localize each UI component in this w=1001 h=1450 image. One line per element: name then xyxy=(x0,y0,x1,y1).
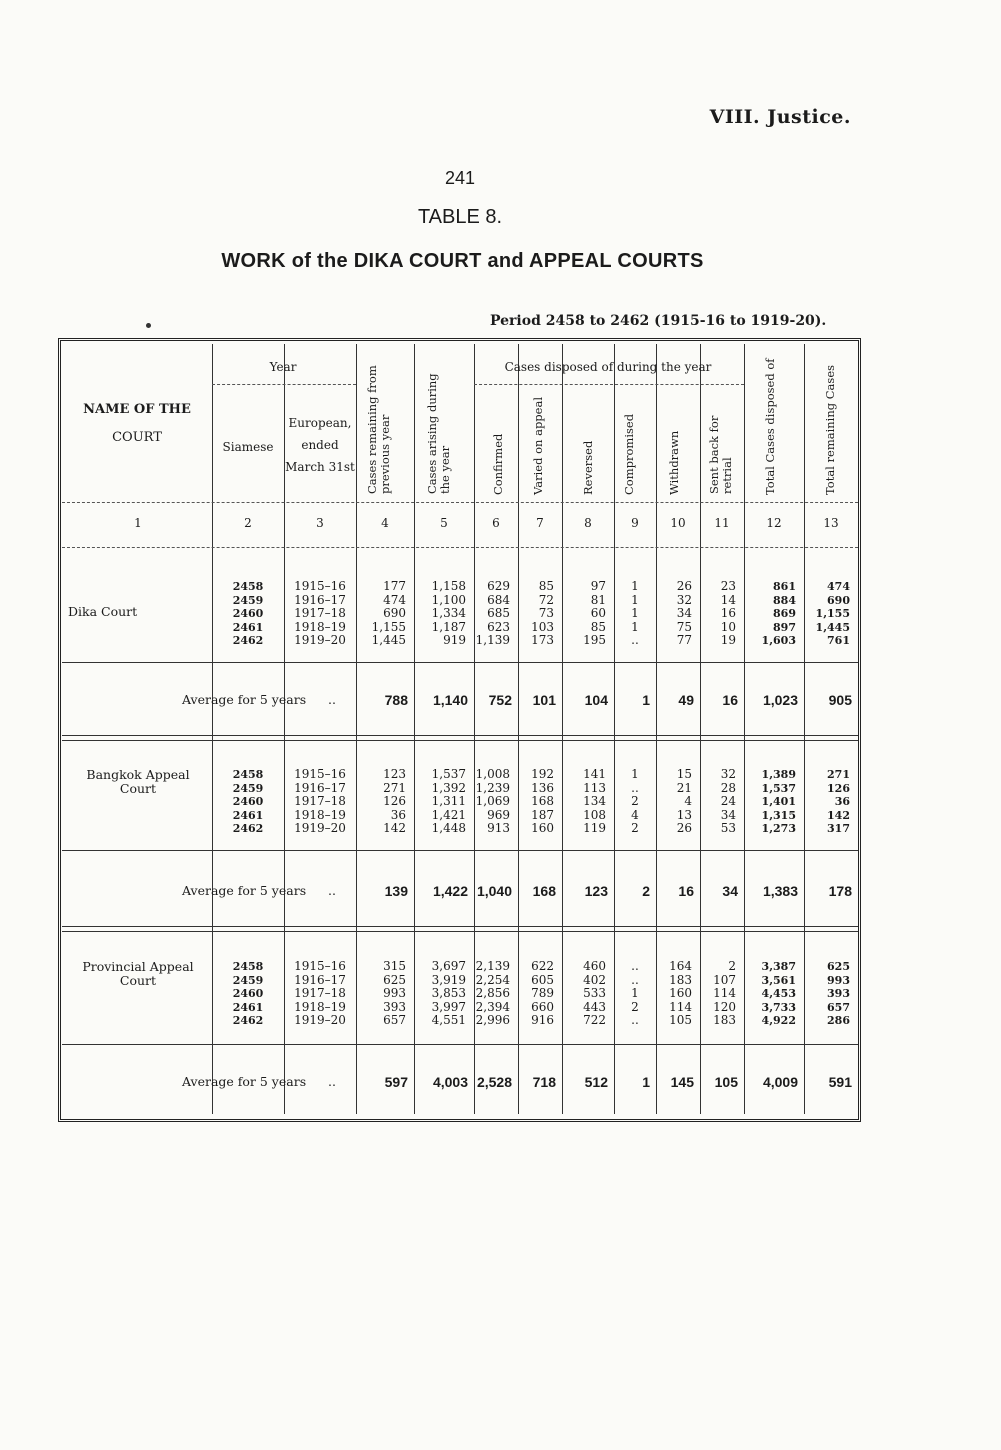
column-number: 6 xyxy=(492,516,500,530)
average-value: 4,003 xyxy=(432,1074,468,1090)
cell-c10: 15 21 4 13 26 xyxy=(676,767,692,835)
column-number: 9 xyxy=(631,516,639,530)
average-value: 512 xyxy=(584,1074,608,1090)
header-col5: Cases arising during the year xyxy=(425,373,453,494)
average-label: Average for 5 years xyxy=(182,692,307,707)
average-value: 34 xyxy=(722,883,738,899)
european-years: 1915–16 1916–17 1917–18 1918–19 1919–20 xyxy=(294,959,346,1027)
header-col12: Total Cases disposed of xyxy=(763,358,777,495)
block-bottom-line xyxy=(62,1044,858,1045)
average-value: 1,422 xyxy=(432,883,468,899)
column-number: 1 xyxy=(134,516,142,530)
column-number: 13 xyxy=(823,516,839,530)
column-number: 3 xyxy=(316,516,324,530)
cell-c13: 271 126 36 142 317 xyxy=(827,768,850,835)
average-value: 168 xyxy=(532,883,556,899)
cell-c8: 141 113 134 108 119 xyxy=(583,767,606,835)
cell-c5: 3,697 3,919 3,853 3,997 4,551 xyxy=(431,959,466,1027)
average-value: 905 xyxy=(828,692,852,708)
column-number: 10 xyxy=(670,516,686,530)
average-value: 123 xyxy=(584,883,608,899)
average-dots: .. xyxy=(328,1074,336,1089)
column-number: 5 xyxy=(440,516,448,530)
cell-c11: 23 14 16 10 19 xyxy=(720,579,736,647)
header-european-march: March 31st xyxy=(285,460,355,474)
siamese-years: 2458 2459 2460 2461 2462 xyxy=(232,768,264,835)
page-number: 241 xyxy=(444,168,476,188)
column-number-line xyxy=(62,547,858,548)
cell-c6: 1,008 1,239 1,069 969 913 xyxy=(475,767,510,835)
header-col11: Sent back for retrial xyxy=(707,415,735,494)
column-number: 12 xyxy=(766,516,782,530)
header-col8: Reversed xyxy=(581,440,595,495)
header-name: NAME OF THE xyxy=(83,402,191,417)
cell-c9: .. .. 1 2 .. xyxy=(631,959,639,1027)
average-value: 597 xyxy=(384,1074,408,1090)
average-value: 788 xyxy=(384,692,408,708)
average-value: 718 xyxy=(532,1074,556,1090)
header-col7: Varied on appeal xyxy=(531,396,545,495)
average-value: 1,140 xyxy=(432,692,468,708)
cell-c6: 2,139 2,254 2,856 2,394 2,996 xyxy=(475,959,510,1027)
table-number: TABLE 8. xyxy=(417,206,503,228)
average-value: 1,383 xyxy=(762,883,798,899)
cell-c4: 177 474 690 1,155 1,445 xyxy=(371,579,406,647)
siamese-years: 2458 2459 2460 2461 2462 xyxy=(232,580,264,647)
cell-c11: 2 107 114 120 183 xyxy=(713,959,736,1027)
header-col10: Withdrawn xyxy=(667,430,681,495)
cell-c12: 861 884 869 897 1,603 xyxy=(761,580,796,647)
cell-c12: 3,387 3,561 4,453 3,733 4,922 xyxy=(761,960,796,1027)
average-value: 145 xyxy=(670,1074,694,1090)
average-value: 1,023 xyxy=(762,692,798,708)
header-court: COURT xyxy=(112,430,162,445)
average-value: 4,009 xyxy=(762,1074,798,1090)
cell-c5: 1,158 1,100 1,334 1,187 919 xyxy=(431,579,466,647)
cell-c10: 164 183 160 114 105 xyxy=(669,959,692,1027)
column-number: 8 xyxy=(584,516,592,530)
table-title: WORK of the DIKA COURT and APPEAL COURTS xyxy=(221,250,704,272)
header-european-ended: ended xyxy=(301,438,339,452)
average-label: Average for 5 years xyxy=(182,1074,307,1089)
column-number: 7 xyxy=(536,516,544,530)
cell-c10: 26 32 34 75 77 xyxy=(676,579,692,647)
average-value: 1 xyxy=(642,692,650,708)
cell-c11: 32 28 24 34 53 xyxy=(720,767,736,835)
court-name: Dika Court xyxy=(68,604,138,619)
header-bottom-line xyxy=(62,502,858,503)
cell-c13: 625 993 393 657 286 xyxy=(827,960,850,1027)
average-value: 101 xyxy=(532,692,556,708)
average-value: 2,528 xyxy=(476,1074,512,1090)
year-divider xyxy=(212,384,356,385)
average-value: 16 xyxy=(722,692,738,708)
average-value: 139 xyxy=(384,883,408,899)
average-value: 49 xyxy=(678,692,694,708)
column-number: 2 xyxy=(244,516,252,530)
average-value: 1 xyxy=(642,1074,650,1090)
header-col9: Compromised xyxy=(622,413,636,495)
header-european: European, xyxy=(288,416,352,430)
cell-c6: 629 684 685 623 1,139 xyxy=(475,579,510,647)
cell-c9: 1 1 1 1 .. xyxy=(631,579,639,647)
court-name: Bangkok Appeal Court xyxy=(86,767,190,796)
average-label: Average for 5 years xyxy=(182,883,307,898)
cell-c12: 1,389 1,537 1,401 1,315 1,273 xyxy=(761,768,796,835)
cell-c7: 192 136 168 187 160 xyxy=(531,767,554,835)
cell-c7: 622 605 789 660 916 xyxy=(531,959,554,1027)
header-col13: Total remaining Cases xyxy=(823,364,837,495)
cell-c4: 315 625 993 393 657 xyxy=(383,959,406,1027)
cell-c5: 1,537 1,392 1,311 1,421 1,448 xyxy=(431,767,466,835)
average-value: 178 xyxy=(828,883,852,899)
cell-c7: 85 72 73 103 173 xyxy=(531,579,554,647)
disposed-divider xyxy=(474,384,744,385)
ink-dot xyxy=(146,323,151,328)
section-double-line xyxy=(62,926,858,927)
section-double-line xyxy=(62,740,858,741)
column-number: 11 xyxy=(714,516,730,530)
average-value: 591 xyxy=(828,1074,852,1090)
average-value: 105 xyxy=(714,1074,738,1090)
average-value: 2 xyxy=(642,883,650,899)
average-value: 16 xyxy=(678,883,694,899)
cell-c9: 1 .. 2 4 2 xyxy=(631,767,639,835)
average-value: 752 xyxy=(488,692,512,708)
cell-c8: 460 402 533 443 722 xyxy=(583,959,606,1027)
section-title: VIII. Justice. xyxy=(709,106,851,128)
european-years: 1915–16 1916–17 1917–18 1918–19 1919–20 xyxy=(294,579,346,647)
siamese-years: 2458 2459 2460 2461 2462 xyxy=(232,960,264,1027)
section-double-line xyxy=(62,931,858,932)
european-years: 1915–16 1916–17 1917–18 1918–19 1919–20 xyxy=(294,767,346,835)
cell-c4: 123 271 126 36 142 xyxy=(383,767,406,835)
period-caption: Period 2458 to 2462 (1915-16 to 1919-20). xyxy=(490,313,827,329)
average-dots: .. xyxy=(328,692,336,707)
header-siamese: Siamese xyxy=(222,440,274,454)
block-bottom-line xyxy=(62,662,858,663)
header-year: Year xyxy=(269,360,297,374)
block-bottom-line xyxy=(62,850,858,851)
cell-c13: 474 690 1,155 1,445 761 xyxy=(815,580,850,647)
average-dots: .. xyxy=(328,883,336,898)
header-col6: Confirmed xyxy=(491,433,505,495)
section-double-line xyxy=(62,735,858,736)
header-disposed: Cases disposed of during the year xyxy=(504,360,712,374)
court-name: Provincial Appeal Court xyxy=(82,959,194,988)
cell-c8: 97 81 60 85 195 xyxy=(583,579,606,647)
average-value: 1,040 xyxy=(476,883,512,899)
average-value: 104 xyxy=(584,692,608,708)
column-number: 4 xyxy=(381,516,389,530)
header-col4: Cases remaining from previous year xyxy=(365,365,393,494)
